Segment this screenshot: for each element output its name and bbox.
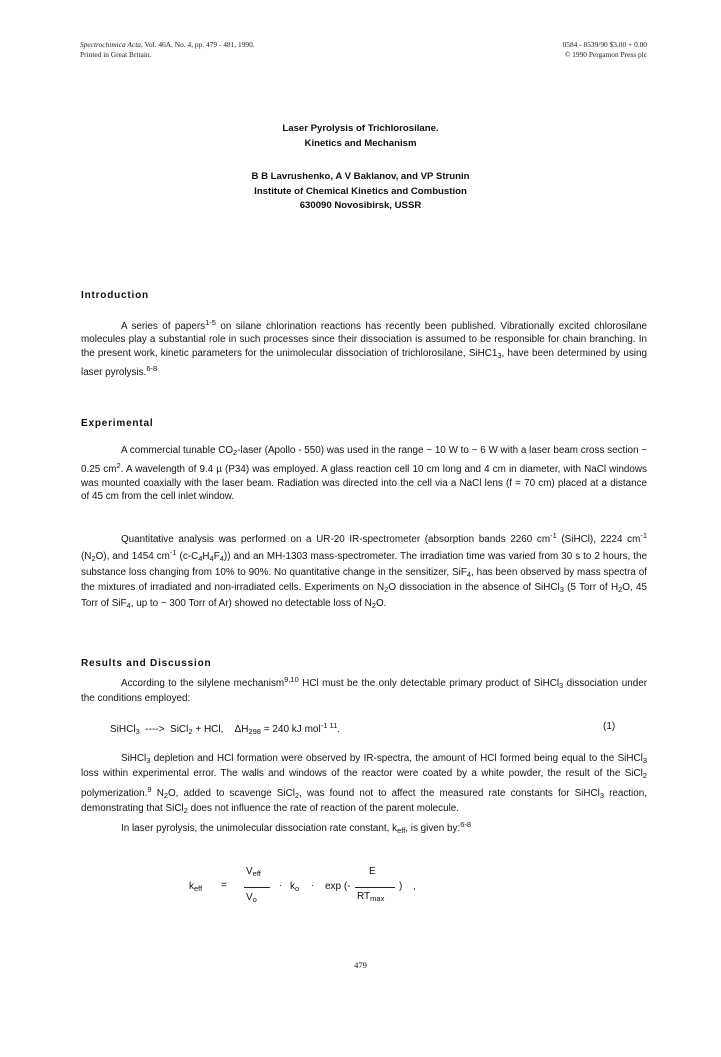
equation-1-number: (1)	[603, 721, 616, 732]
eq2-comma: ,	[413, 881, 416, 892]
printed-location: Printed in Great Britain.	[80, 49, 152, 59]
equation-1: SiHCl$_3$ ----> SiCl$_2$ + HCl, $\Delta H_{298} = 240$ kJ mol$^{-1}$ $^{11}$.	[110, 721, 341, 736]
eq2-close-paren: )	[399, 881, 403, 892]
section-heading-introduction: Introduction	[81, 290, 149, 301]
journal-citation: Vol. 46A, No. 4, pp. 479 - 481, 1990.	[142, 40, 255, 49]
article-code: 0584 - 8539/90 $3.00 + 0.00	[562, 40, 647, 49]
page-number: 479	[354, 960, 367, 970]
copyright-line: © 1990 Pergamon Press plc	[564, 49, 647, 59]
eq2-fraction-bar-2	[355, 887, 395, 888]
results-paragraph-1: According to the silylene mechanism$^{9,10}$ HCl must be the only detectable primary product of SiHCl$_3$ dissociation under the conditions employed:	[81, 675, 647, 705]
journal-name: Spectrochimica Acta,	[80, 40, 143, 49]
results-paragraph-2: SiHCl$_3$ depletion and HCl formation were observed by IR-spectra, the amount of HCl formed being equal to the SiHCl$_3$ loss within experimental error. The walls and windows of the reactor were coated by a white powder, the result of the SiCl$_2$ polymerization.$^9$ $N_2O$, added to scavenge SiCl$_2$, was found not to affect the measured rate constants for SiHCl$_3$ reaction, demonstrating that SiCl$_2$ does not influence the rate of reaction of the parent molecule.	[81, 753, 647, 816]
title-line-2: Kinetics and Mechanism	[304, 137, 417, 149]
eq2-equals: =	[221, 880, 227, 891]
experimental-paragraph-2: Quantitative analysis was performed on a UR-20 IR-spectrometer (absorption bands 2260 $cm^{-1}$ (SiHCl), 2224 $cm^{-1}$ $(N_2O)$, and 1454 $cm^{-1}$ $(c-C_4H_4F_4)$) and an MH-1303 mass-spectrometer. The irradiation time was varied from 30 s to 2 hours, the substance loss changing from 10% to 90%. No quantitative change in the sensitizer, SiF$_4$, has been observed by mass spectra of the mixtures of irradiated and non-irradiated cells. Experiments on $N_2O$ dissociation in the absence of SiHCl$_3$ (5 Torr of $H_2O$, 45 Torr of SiF$_4$, up to ~ 300 Torr of Ar) showed no detectable loss of $N_2O$.	[81, 531, 648, 610]
eq2-numerator-e: E	[369, 866, 376, 877]
running-header-right	[563, 40, 647, 59]
eq2-lhs: $k_{eff}$	[189, 881, 203, 893]
introduction-paragraph: A series of papers$^{1-5}$ on silane chlorination reactions has recently been published. Vibrationally excited chlorosilane molecules play a substantial role in such processes since their dissociation is assumed to be responsible for chain branching. In the present work, kinetic parameters for the unimolecular dissociation of trichlorosilane, $SiHC1_3$, have been determined by using laser pyrolysis.$^{6-8}$	[81, 318, 647, 379]
eq2-numerator-veff: $V_{eff}$	[246, 866, 261, 878]
author-names: B B Lavrushenko, A V Baklanov, and VP Strunin	[251, 171, 470, 182]
eq2-dot-1: ·	[279, 880, 283, 891]
eq2-denominator-vo: $V_o$	[246, 892, 257, 904]
eq2-exp: exp (-	[325, 881, 351, 892]
experimental-paragraph-1: A commercial tunable $CO_2$-laser (Apollo - 550) was used in the range ~ 10 W to ~ 6 W with a laser beam cross section ~ 0.25 $cm^2$. A wavelength of 9.4 µ (P34) was employed. A glass reaction cell 10 cm long and 4 cm in diameter, with NaCl windows was mounted coaxially with the laser beam. Radiation was directed into the cell via a NaCl lens (f = 70 cm) placed at a distance of 45 cm from the cell inlet window.	[81, 445, 647, 503]
section-heading-experimental: Experimental	[81, 418, 154, 429]
eq2-dot-2: ·	[311, 880, 315, 891]
running-header-left	[80, 40, 255, 59]
author-address: 630090 Novosibirsk, USSR	[299, 200, 422, 211]
eq2-denominator-rtmax: $RT_{max}$	[357, 891, 385, 903]
section-heading-results: Results and Discussion	[81, 658, 212, 669]
author-institute: Institute of Chemical Kinetics and Combustion	[254, 185, 467, 197]
eq2-k0: $k_o$	[290, 881, 300, 893]
paper-title	[0, 122, 721, 151]
results-paragraph-3: In laser pyrolysis, the unimolecular dissociation rate constant, $k_{eff}$, is given by:$^{6-8}$	[121, 820, 472, 835]
eq2-fraction-bar-1	[244, 887, 270, 888]
title-line-1: Laser Pyrolysis of Trichlorosilane.	[282, 123, 439, 134]
author-block	[0, 170, 721, 214]
